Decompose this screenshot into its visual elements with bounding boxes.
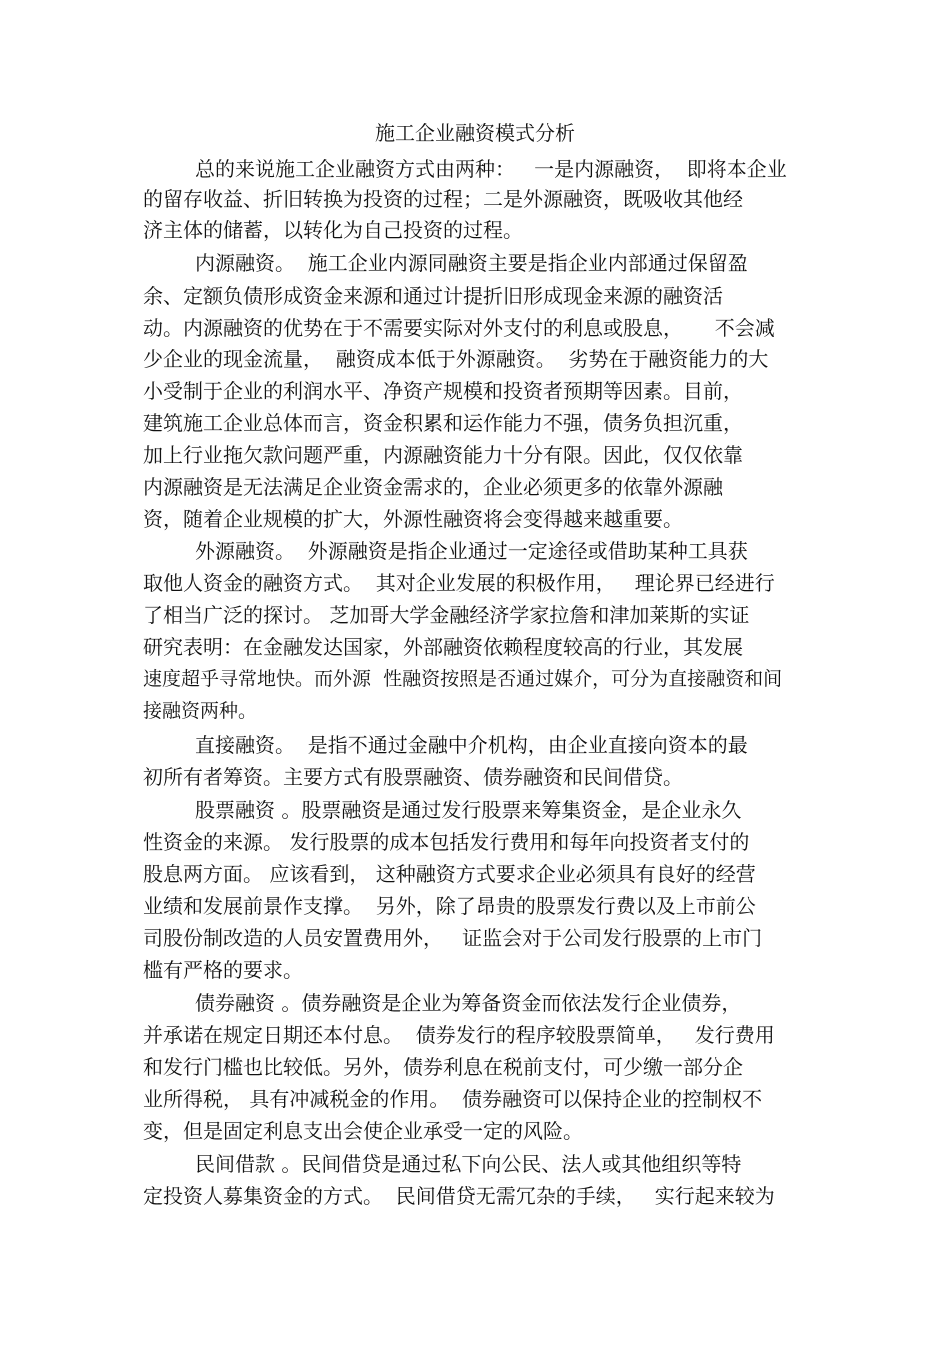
paragraph-internal-financing-line-7: 加上行业拖欠款问题严重，内源融资能力十分有限。因此，仅仅依靠 bbox=[143, 443, 743, 467]
paragraph-stock-financing-line-5: 司股份制改造的人员安置费用外， 证监会对于公司发行股票的上市门 bbox=[143, 926, 763, 950]
paragraph-external-financing-line-4: 研究表明：在金融发达国家，外部融资依赖程度较高的行业，其发展 bbox=[143, 635, 743, 659]
paragraph-1-line-1: 总的来说施工企业融资方式由两种： 一是内源融资， 即将本企业 bbox=[195, 157, 787, 181]
paragraph-external-financing-line-1: 外源融资。 外源融资是指企业通过一定途径或借助某种工具获 bbox=[195, 539, 748, 563]
paragraph-internal-financing-line-2: 余、定额负债形成资金来源和通过计提折旧形成现金来源的融资活 bbox=[143, 284, 723, 308]
paragraph-private-lending-line-1: 民间借款 。民间借贷是通过私下向公民、法人或其他组织等特 bbox=[195, 1152, 742, 1176]
paragraph-1-line-3: 济主体的储蓄，以转化为自己投资的过程。 bbox=[143, 218, 523, 242]
paragraph-external-financing-line-2: 取他人资金的融资方式。 其对企业发展的积极作用， 理论界已经进行 bbox=[143, 571, 775, 595]
paragraph-internal-financing-line-5: 小受制于企业的利润水平、净资产规模和投资者预期等因素。目前， bbox=[143, 379, 743, 403]
paragraph-private-lending-line-2: 定投资人募集资金的方式。 民间借贷无需冗杂的手续， 实行起来较为 bbox=[143, 1184, 775, 1208]
paragraph-external-financing-line-6: 接融资两种。 bbox=[143, 700, 258, 722]
paragraph-direct-financing-line-2: 初所有者筹资。主要方式有股票融资、债券融资和民间借贷。 bbox=[143, 765, 683, 789]
paragraph-bond-financing-line-5: 变，但是固定利息支出会使企业承受一定的风险。 bbox=[143, 1119, 583, 1143]
paragraph-internal-financing-line-6: 建筑施工企业总体而言，资金积累和运作能力不强，债务负担沉重， bbox=[143, 411, 743, 435]
paragraph-1-line-2: 的留存收益、折旧转换为投资的过程；二是外源融资，既吸收其他经 bbox=[143, 187, 743, 211]
paragraph-bond-financing-line-2: 并承诺在规定日期还本付息。 债券发行的程序较股票简单， 发行费用 bbox=[143, 1023, 775, 1047]
paragraph-external-financing-line-5: 速度超乎寻常地快。而外源 性融资按照是否通过媒介，可分为直接融资和间 bbox=[143, 668, 783, 690]
paragraph-bond-financing-line-3: 和发行门槛也比较低。另外，债券利息在税前支付，可少缴一部分企 bbox=[143, 1055, 743, 1079]
paragraph-internal-financing-line-9: 资，随着企业规模的扩大，外源性融资将会变得越来越重要。 bbox=[143, 507, 683, 531]
paragraph-stock-financing-line-4: 业绩和发展前景作支撑。 另外，除了昂贵的股票发行费以及上市前公 bbox=[143, 894, 756, 918]
paragraph-stock-financing-line-1: 股票融资 。股票融资是通过发行股票来筹集资金，是企业永久 bbox=[195, 798, 742, 822]
paragraph-stock-financing-line-3: 股息两方面。 应该看到， 这种融资方式要求企业必须具有良好的经营 bbox=[143, 862, 756, 886]
paragraph-external-financing-line-3: 了相当广泛的探讨。 芝加哥大学金融经济学家拉詹和津加莱斯的实证 bbox=[143, 603, 750, 627]
paragraph-stock-financing-line-6: 槛有严格的要求。 bbox=[143, 958, 303, 982]
paragraph-internal-financing-line-3: 动。内源融资的优势在于不需要实际对外支付的利息或股息， 不会减 bbox=[143, 316, 775, 340]
document-title: 施工企业融资模式分析 bbox=[375, 121, 575, 145]
paragraph-direct-financing-line-1: 直接融资。 是指不通过金融中介机构，由企业直接向资本的最 bbox=[195, 733, 748, 757]
paragraph-internal-financing-line-4: 少企业的现金流量， 融资成本低于外源融资。 劣势在于融资能力的大 bbox=[143, 347, 769, 371]
paragraph-bond-financing-line-1: 债券融资 。债券融资是企业为筹备资金而依法发行企业债券， bbox=[195, 991, 742, 1015]
paragraph-internal-financing-line-8: 内源融资是无法满足企业资金需求的，企业必须更多的依靠外源融 bbox=[143, 475, 723, 499]
paragraph-bond-financing-line-4: 业所得税， 具有冲减税金的作用。 债券融资可以保持企业的控制权不 bbox=[143, 1087, 763, 1111]
paragraph-stock-financing-line-2: 性资金的来源。 发行股票的成本包括发行费用和每年向投资者支付的 bbox=[143, 830, 750, 854]
paragraph-internal-financing-line-1: 内源融资。 施工企业内源同融资主要是指企业内部通过保留盈 bbox=[195, 251, 748, 275]
